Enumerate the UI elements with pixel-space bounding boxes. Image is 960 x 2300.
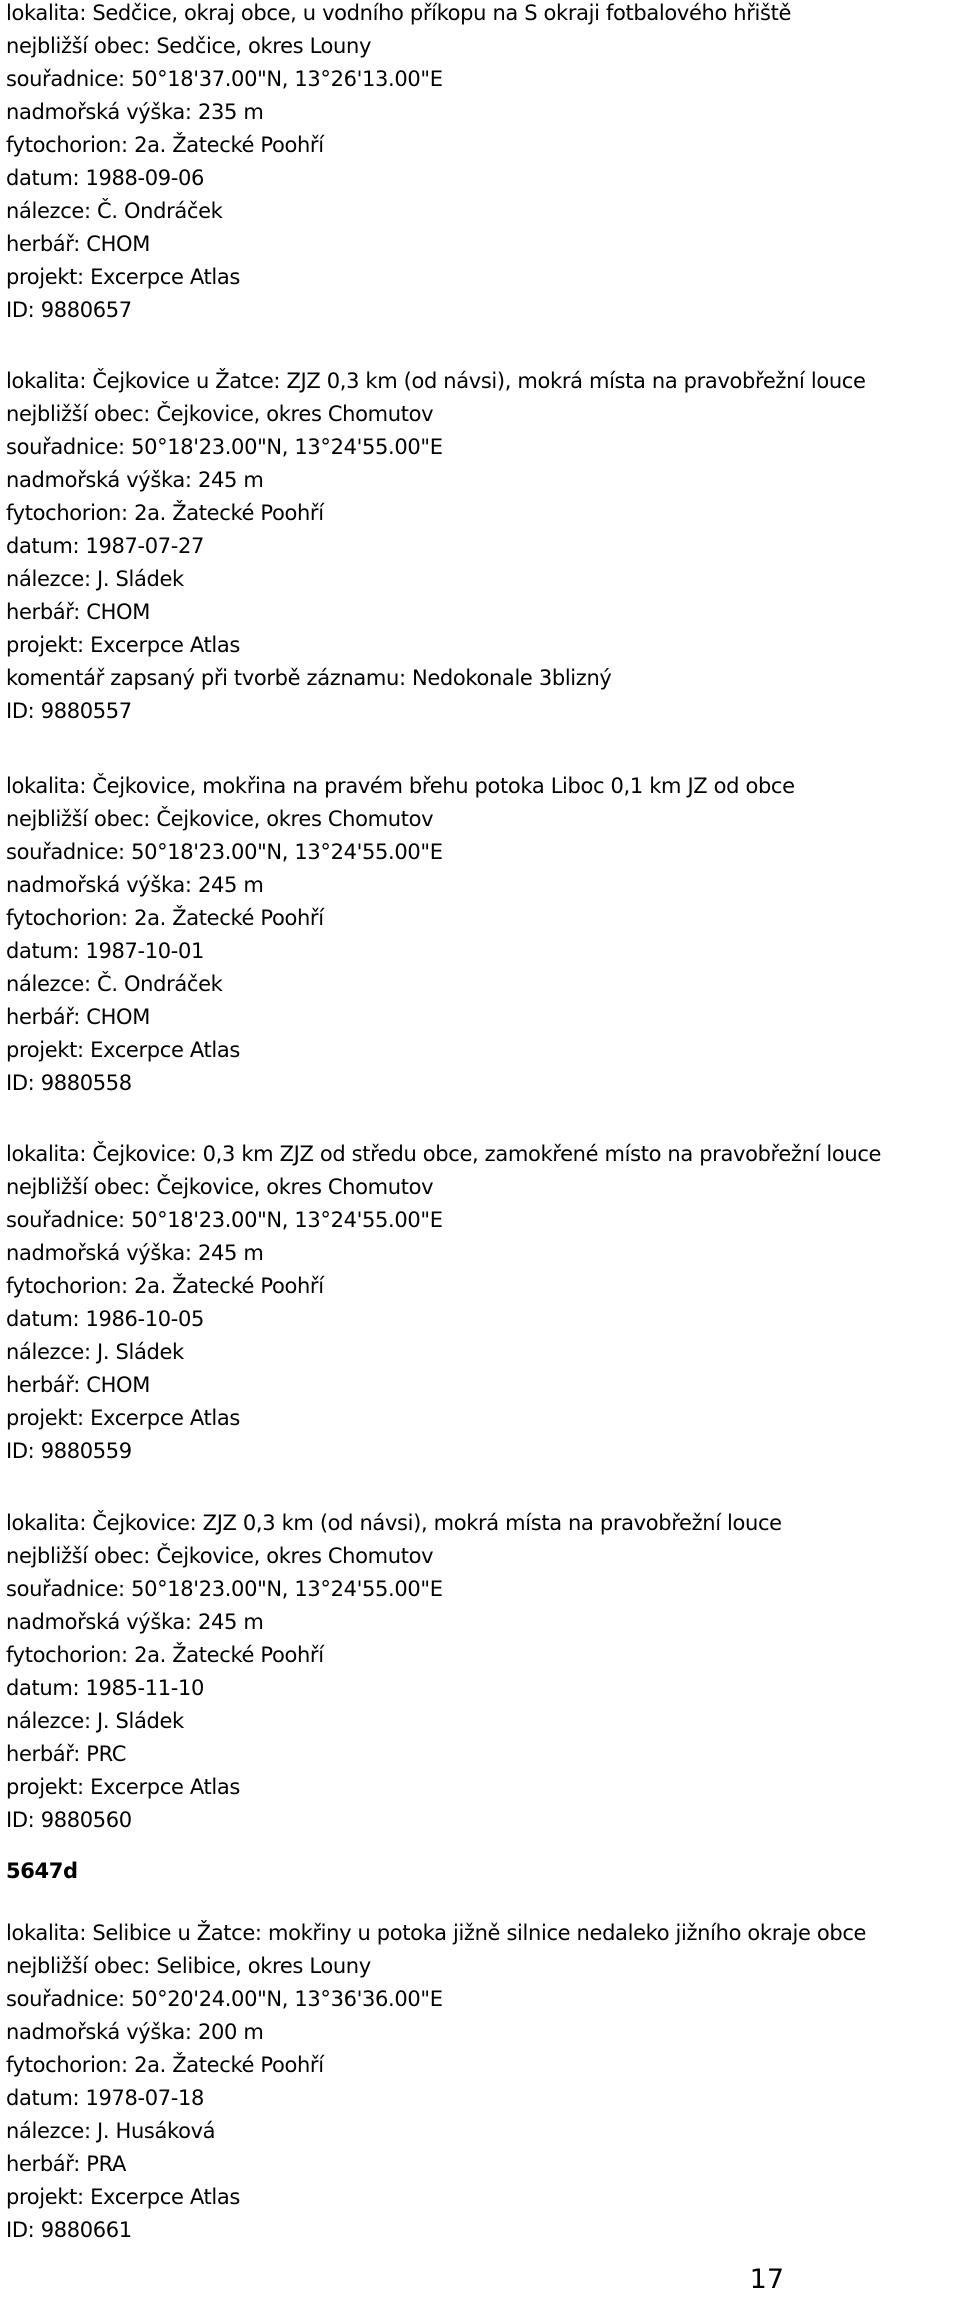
- record-line: nálezce: J. Sládek: [6, 567, 184, 591]
- record-line: fytochorion: 2a. Žatecké Poohří: [6, 1274, 324, 1298]
- record-line: nejbližší obec: Čejkovice, okres Chomutov: [6, 402, 434, 426]
- record-line: ID: 9880661: [6, 2218, 132, 2242]
- record-line: nadmořská výška: 245 m: [6, 468, 264, 492]
- record-line: ID: 9880557: [6, 699, 132, 723]
- record-line: nadmořská výška: 245 m: [6, 1241, 264, 1265]
- record-line: lokalita: Čejkovice, mokřina na pravém břehu potoka Liboc 0,1 km JZ od obce: [6, 774, 795, 798]
- record-line: nejbližší obec: Čejkovice, okres Chomutov: [6, 1544, 434, 1568]
- record-entry: [6, 1917, 956, 2247]
- section-heading: [6, 1855, 956, 1888]
- record-line: souřadnice: 50°18'37.00"N, 13°26'13.00"E: [6, 67, 443, 91]
- record-line: nálezce: J. Husáková: [6, 2119, 216, 2143]
- record-line: herbář: PRC: [6, 1742, 127, 1766]
- record-line: ID: 9880657: [6, 298, 132, 322]
- record-line: nejbližší obec: Čejkovice, okres Chomutov: [6, 1175, 434, 1199]
- record-line: souřadnice: 50°18'23.00"N, 13°24'55.00"E: [6, 1577, 443, 1601]
- record-line: fytochorion: 2a. Žatecké Poohří: [6, 2053, 324, 2077]
- record-line: fytochorion: 2a. Žatecké Poohří: [6, 133, 324, 157]
- record-line: datum: 1978-07-18: [6, 2086, 205, 2110]
- record-line: nálezce: J. Sládek: [6, 1709, 184, 1733]
- record-line: projekt: Excerpce Atlas: [6, 1406, 240, 1430]
- record-line: herbář: CHOM: [6, 600, 150, 624]
- record-entry: [6, 1507, 956, 1837]
- record-line: projekt: Excerpce Atlas: [6, 265, 240, 289]
- record-entry: [6, 365, 956, 728]
- record-line: souřadnice: 50°20'24.00"N, 13°36'36.00"E: [6, 1987, 443, 2011]
- record-line: nejbližší obec: Čejkovice, okres Chomutov: [6, 807, 434, 831]
- record-line: datum: 1985-11-10: [6, 1676, 205, 1700]
- record-line: souřadnice: 50°18'23.00"N, 13°24'55.00"E: [6, 840, 443, 864]
- record-line: projekt: Excerpce Atlas: [6, 1038, 240, 1062]
- record-line: souřadnice: 50°18'23.00"N, 13°24'55.00"E: [6, 1208, 443, 1232]
- record-line: lokalita: Selibice u Žatce: mokřiny u potoka jižně silnice nedaleko jižního okraje obce: [6, 1921, 867, 1945]
- record-line: herbář: PRA: [6, 2152, 126, 2176]
- record-line: ID: 9880559: [6, 1439, 132, 1463]
- record-line: projekt: Excerpce Atlas: [6, 633, 240, 657]
- record-entry: [6, 770, 956, 1100]
- record-line: herbář: CHOM: [6, 232, 150, 256]
- record-line: ID: 9880558: [6, 1071, 132, 1095]
- record-entry: [6, 1138, 956, 1468]
- record-line: projekt: Excerpce Atlas: [6, 1775, 240, 1799]
- record-line: nadmořská výška: 245 m: [6, 1610, 264, 1634]
- record-line: nejbližší obec: Sedčice, okres Louny: [6, 34, 372, 58]
- record-line: nálezce: Č. Ondráček: [6, 199, 223, 223]
- record-line: souřadnice: 50°18'23.00"N, 13°24'55.00"E: [6, 435, 443, 459]
- record-line: herbář: CHOM: [6, 1373, 150, 1397]
- record-line: datum: 1987-07-27: [6, 534, 205, 558]
- record-line: fytochorion: 2a. Žatecké Poohří: [6, 906, 324, 930]
- record-line: ID: 9880560: [6, 1808, 132, 1832]
- record-line: nadmořská výška: 235 m: [6, 100, 264, 124]
- record-line: lokalita: Čejkovice: 0,3 km ZJZ od středu obce, zamokřené místo na pravobřežní louce: [6, 1142, 882, 1166]
- page-number: 17: [749, 2264, 784, 2295]
- record-line: herbář: CHOM: [6, 1005, 150, 1029]
- record-line: nálezce: J. Sládek: [6, 1340, 184, 1364]
- record-line: projekt: Excerpce Atlas: [6, 2185, 240, 2209]
- record-entry: [6, 0, 956, 327]
- heading-text: 5647d: [6, 1859, 78, 1883]
- record-line: datum: 1986-10-05: [6, 1307, 205, 1331]
- record-line: lokalita: Čejkovice: ZJZ 0,3 km (od návsi), mokrá místa na pravobřežní louce: [6, 1511, 782, 1535]
- record-line: nejbližší obec: Selibice, okres Louny: [6, 1954, 371, 1978]
- record-line: datum: 1987-10-01: [6, 939, 205, 963]
- record-line: nadmořská výška: 200 m: [6, 2020, 264, 2044]
- record-line: lokalita: Sedčice, okraj obce, u vodního příkopu na S okraji fotbalového hřiště: [6, 1, 792, 25]
- record-line: lokalita: Čejkovice u Žatce: ZJZ 0,3 km (od návsi), mokrá místa na pravobřežní louce: [6, 369, 866, 393]
- record-line: fytochorion: 2a. Žatecké Poohří: [6, 1643, 324, 1667]
- record-line: nadmořská výška: 245 m: [6, 873, 264, 897]
- record-line: datum: 1988-09-06: [6, 166, 205, 190]
- record-line: komentář zapsaný při tvorbě záznamu: Nedokonale 3blizný: [6, 666, 612, 690]
- record-line: nálezce: Č. Ondráček: [6, 972, 223, 996]
- record-line: fytochorion: 2a. Žatecké Poohří: [6, 501, 324, 525]
